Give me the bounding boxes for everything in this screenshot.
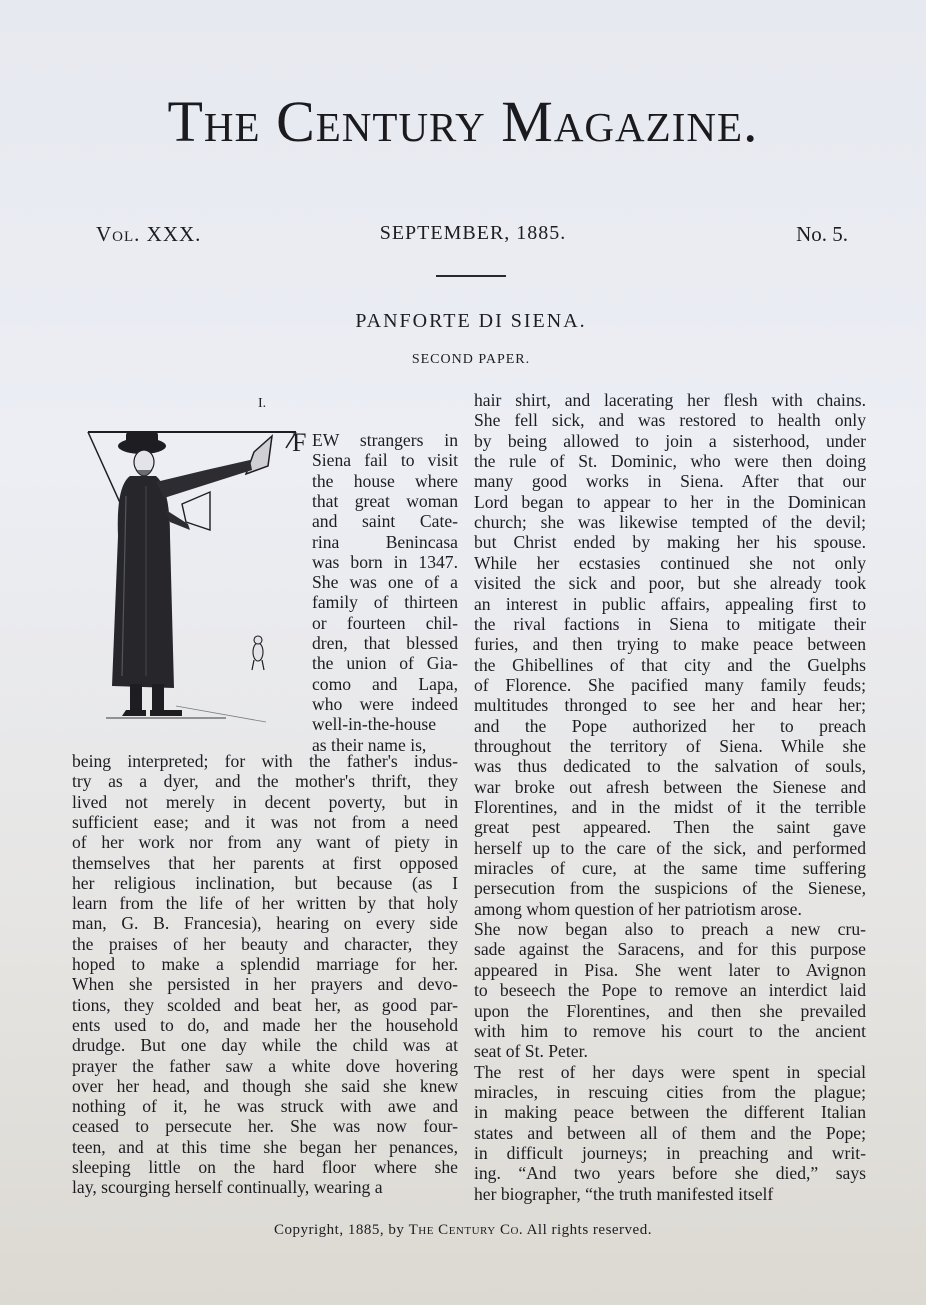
text-line: upon the Florentines, and then she prevailed (474, 1000, 866, 1021)
text-line: the praises of her beauty and character, they (72, 933, 458, 954)
section-number: I. (258, 396, 267, 411)
text-line: appeared in Pisa. She went later to Avignon (474, 959, 866, 980)
text-line: in difficult journeys; in preaching and writ- (474, 1142, 866, 1163)
text-line: lived not merely in decent poverty, but in (72, 791, 458, 812)
text-line: but Christ ended by making her his spouse. (474, 532, 866, 553)
article-title: PANFORTE DI SIENA. (355, 310, 587, 332)
text-line: by being allowed to join a sisterhood, under (474, 430, 866, 451)
text-line: nothing of it, he was struck with awe and (72, 1096, 458, 1117)
text-line: miracles, in rescuing cities from the plague; (474, 1081, 866, 1102)
text-line: family of thirteen (312, 592, 458, 613)
issue-number: No. 5. (796, 222, 848, 246)
text-line: EW strangers in (312, 430, 458, 450)
volume-label: Vol. XXX. (96, 222, 202, 246)
text-line: ing. “And two years before she died,” says (474, 1163, 866, 1184)
text-line: persecution from the suspicions of the Sienese, (474, 878, 866, 899)
masthead: The Century Magazine. (167, 89, 759, 154)
drop-cap-letter: F (292, 428, 307, 457)
text-line: furies, and then trying to make peace between (474, 634, 866, 655)
text-line: lay, scourging herself continually, wearing a (72, 1177, 383, 1198)
text-line: themselves that her parents at first opposed (72, 852, 458, 873)
text-line: ceased to persecute her. She was now four- (72, 1116, 458, 1137)
text-line: with him to remove his court to the ancient (474, 1020, 866, 1041)
text-line: who were indeed (312, 693, 458, 714)
text-line: being interpreted; for with the father's indus- (72, 751, 458, 771)
text-line: multitudes thronged to see her and hear her; (474, 695, 866, 716)
text-line: She fell sick, and was restored to health only (474, 410, 866, 431)
text-line: She was one of a (312, 572, 458, 593)
text-line: sufficient ease; and it was not from a need (72, 811, 458, 832)
text-line: states and between all of them and the Pope; (474, 1122, 866, 1143)
text-line: was thus dedicated to the salvation of souls, (474, 756, 866, 777)
text-line: in making peace between the different Italian (474, 1102, 866, 1123)
text-line: try as a dyer, and the mother's thrift, they (72, 771, 458, 792)
text-line: to beseech the Pope to remove an interdict laid (474, 980, 866, 1001)
text-line: and saint Cate- (312, 511, 458, 532)
issue-date: SEPTEMBER, 1885. (379, 222, 567, 244)
text-line: Lord began to appear to her in the Dominican (474, 491, 866, 512)
text-line: well-in-the-house (312, 714, 437, 735)
text-line: Siena fail to visit (312, 450, 458, 471)
text-line: the union of Gia- (312, 653, 458, 674)
text-line: hair shirt, and lacerating her flesh with chains. (474, 390, 866, 410)
text-line: the rule of St. Dominic, who were then doing (474, 451, 866, 472)
text-line: The rest of her days were spent in special (474, 1061, 866, 1082)
text-line: her biographer, “the truth manifested itself (474, 1183, 774, 1204)
copyright-publisher: The Century Co. (408, 1222, 524, 1238)
text-line: miracles of cure, at the same time suffering (474, 858, 866, 879)
text-line: dren, that blessed (312, 633, 458, 653)
text-line: great pest appeared. Then the saint gave (474, 817, 866, 838)
text-line: como and Lapa, (312, 673, 458, 694)
text-line: ents used to do, and made her the household (72, 1014, 458, 1035)
text-line: her religious inclination, but because (as I (72, 872, 458, 893)
text-line: hoped to make a splendid marriage for her. (72, 954, 458, 974)
illustrated-initial-figure (86, 426, 301, 724)
text-line: tions, they scolded and beat her, as good par- (72, 994, 458, 1015)
text-line: over her head, and though she said she knew (72, 1075, 458, 1096)
text-line: visited the sick and poor, but she already took (474, 573, 866, 594)
text-line: herself up to the care of the sick, and performed (474, 837, 866, 858)
text-line: sade against the Saracens, and for this purpose (474, 939, 866, 960)
text-line: of her work nor from any want of piety in (72, 832, 458, 853)
text-line: among whom question of her patriotism arose. (474, 898, 802, 919)
text-line: When she persisted in her prayers and devo- (72, 974, 458, 995)
text-line: of Florence. She pacified many family feuds; (474, 674, 866, 695)
text-line: the Ghibellines of that city and the Guelphs (474, 654, 866, 675)
copyright-notice (0, 1222, 926, 1239)
text-line: While her ecstasies continued she not only (474, 552, 866, 573)
text-line: seat of St. Peter. (474, 1041, 588, 1062)
copyright-rights: All rights reserved. (526, 1222, 652, 1238)
text-line: sleeping little on the hard floor where she (72, 1157, 458, 1177)
text-line: an interest in public affairs, appealing first to (474, 593, 866, 614)
text-line: throughout the territory of Siena. While she (474, 735, 866, 756)
text-line: the rival factions in Siena to mitigate their (474, 613, 866, 634)
text-line: many good works in Siena. After that our (474, 471, 866, 492)
divider-rule (436, 275, 506, 277)
text-line: teen, and at this time she began her penances, (72, 1136, 458, 1157)
text-line: was born in 1347. (312, 551, 458, 572)
text-line: and the Pope authorized her to preach (474, 715, 866, 736)
copyright-prefix: Copyright, 1885, by (274, 1222, 405, 1238)
text-line: war broke out afresh between the Sienese and (474, 776, 866, 797)
text-line: prayer the father saw a white dove hovering (72, 1055, 458, 1076)
text-line: or fourteen chil- (312, 612, 458, 633)
text-line: drudge. But one day while the child was at (72, 1035, 458, 1056)
text-line: rina Benincasa (312, 531, 458, 552)
text-line: learn from the life of her written by that holy (72, 893, 458, 914)
text-line: as their name is, (312, 734, 427, 755)
text-line: church; she was likewise tempted of the devil; (474, 512, 866, 533)
text-line: the house where (312, 470, 458, 491)
text-line: that great woman (312, 490, 458, 511)
text-line: She now began also to preach a new cru- (474, 919, 866, 940)
text-line: man, G. B. Francesia), hearing on every side (72, 913, 458, 934)
article-subtitle: SECOND PAPER. (411, 352, 531, 367)
text-line: Florentines, and in the midst of it the terrible (474, 797, 866, 817)
